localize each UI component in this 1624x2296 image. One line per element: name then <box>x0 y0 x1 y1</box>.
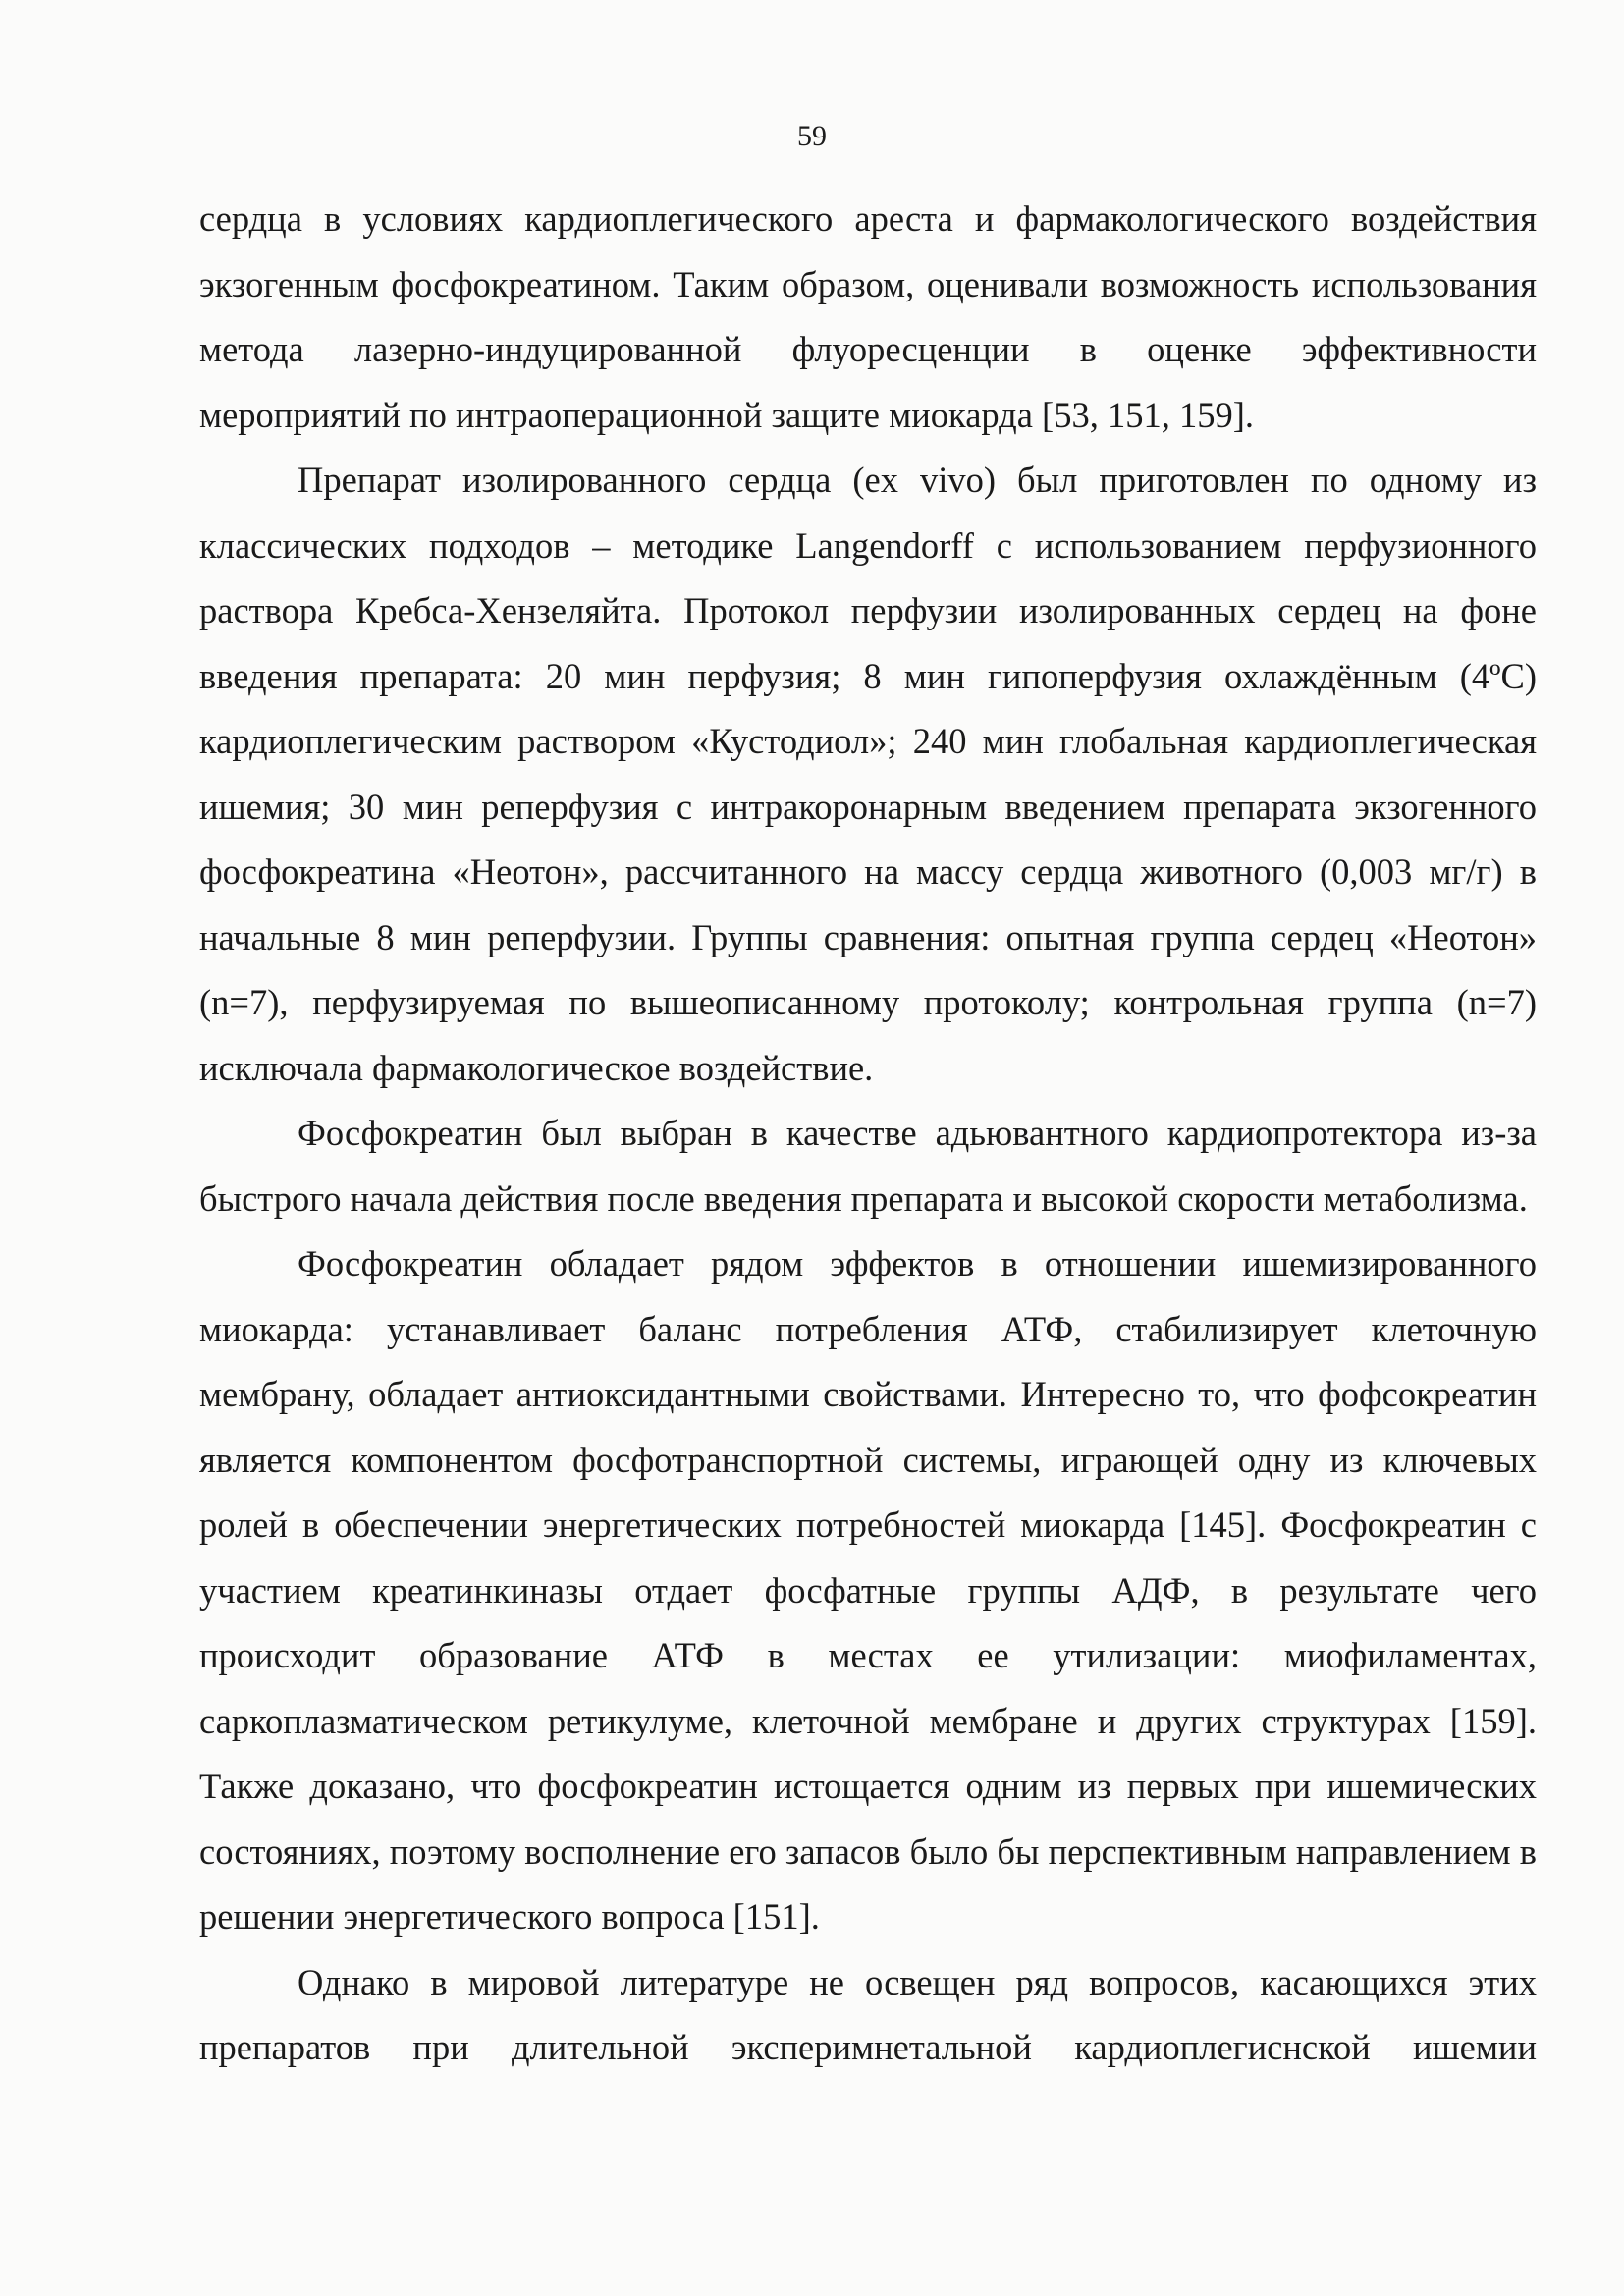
paragraph-4: Фосфокреатин обладает рядом эффектов в отношении ишемизированного миокарда: устанавливает баланс потребления АТФ, стабилизирует клеточную мембрану, обладает антиоксидантными свойствами. Интересно то, что фофсокреатин является компонентом фосфотранспортной системы, играющей одну из ключевых ролей в обеспечении энергетических потребностей миокарда [145]. Фосфокреатин с участием креатинкиназы отдает фосфатные группы АДФ, в результате чего происходит образование АТФ в местах ее утилизации: миофиламентах, саркоплазматическом ретикулуме, клеточной мембране и других структурах [159]. Также доказано, что фосфокреатин истощается одним из первых при ишемических состояниях, поэтому восполнение его запасов было бы перспективным направлением в решении энергетического вопроса [151]. <box>199 1243 1537 1937</box>
paragraph-1: сердца в условиях кардиоплегического ареста и фармакологического воздействия экзогенным фосфокреатином. Таким образом, оценивали возможность использования метода лазерно-индуцированной флуоресценции в оценке эффективности мероприятий по интраоперационной защите миокарда [53, 151, 159]. <box>199 198 1537 435</box>
page-number: 59 <box>797 120 827 152</box>
paragraph-2: Препарат изолированного сердца (ex vivo) был приготовлен по одному из классических подходов – методике Langendorff с использованием перфузионного раствора Кребса-Хензеляйта. Протокол перфузии изолированных сердец на фоне введения препарата: 20 мин перфузия; 8 мин гипоперфузия охлаждённым (4ºС) кардиоплегическим раствором «Кустодиол»; 240 мин глобальная кардиоплегическая ишемия; 30 мин реперфузия с интракоронарным введением препарата экзогенного фосфокреатина «Неотон», рассчитанного на массу сердца животного (0,003 мг/г) в начальные 8 мин реперфузии. Группы сравнения: опытная группа сердец «Неотон» (n=7), перфузируемая по вышеописанному протоколу; контрольная группа (n=7) исключала фармакологическое воздействие. <box>199 460 1537 1088</box>
body-text <box>199 187 1537 2081</box>
paragraph-5: Однако в мировой литературе не освещен ряд вопросов, касающихся этих препаратов при длительной эксперимнетальной кардиоплегиснской ишемии <box>199 1961 1537 2067</box>
paragraph-3: Фосфокреатин был выбран в качестве адьювантного кардиопротектора из-за быстрого начала действия после введения препарата и высокой скорости метаболизма. <box>199 1113 1537 1219</box>
